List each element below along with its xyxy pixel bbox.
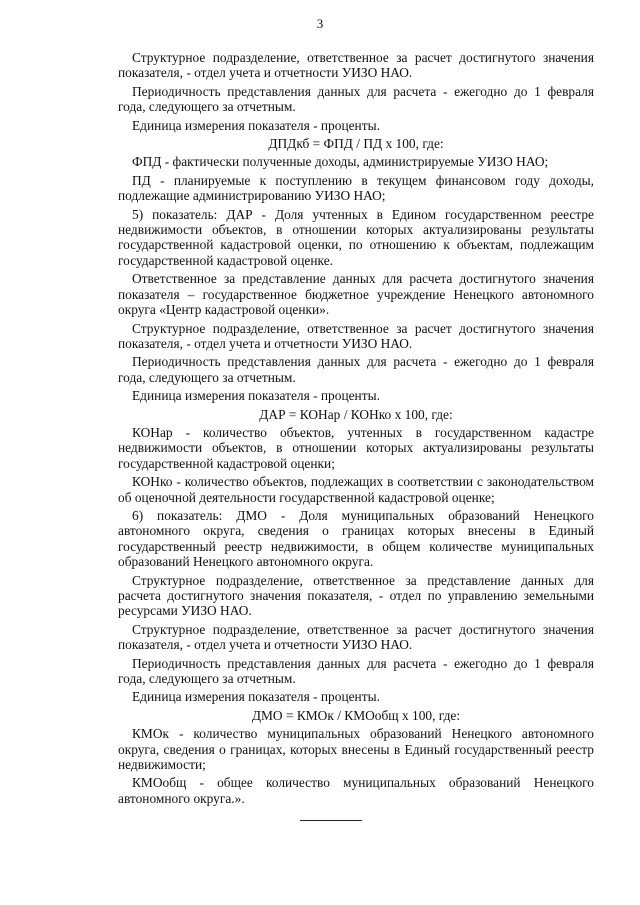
paragraph: КМОк - количество муниципальных образований Ненецкого автономного округа, сведения о границах, которых внесены в Единый государственный реестр недвижимости; [118, 726, 594, 773]
paragraph: ФПД - фактически полученные доходы, администрируемые УИЗО НАО; [132, 154, 549, 170]
paragraph: Единица измерения показателя - проценты. [132, 388, 380, 404]
paragraph: Ответственное за представление данных для расчета достигнутого значения показателя – государственное бюджетное учреждение Ненецкого автономного округа «Центр кадастровой оценки». [118, 271, 594, 318]
page-number: 3 [316, 16, 324, 31]
formula: ДПДкб = ФПД / ПД x 100, где: [268, 136, 444, 152]
formula: ДАР = КОНар / КОНко x 100, где: [259, 406, 453, 422]
end-divider [300, 820, 362, 821]
paragraph: Структурное подразделение, ответственное за расчет достигнутого значения показателя, - отдел учета и отчетности УИЗО НАО. [118, 50, 594, 81]
formula: ДМО = КМОк / КМОобщ x 100, где: [251, 707, 461, 723]
paragraph: Периодичность представления данных для расчета - ежегодно до 1 февраля года, следующего за отчетным. [118, 655, 594, 687]
paragraph: КМОобщ - общее количество муниципальных образований Ненецкого автономного округа.». [118, 775, 594, 806]
paragraph: 5) показатель: ДАР - Доля учтенных в Едином государственном реестре недвижимости объектов, в отношении которых актуализированы результаты государственной кадастровой оценки, по отношению к объектам, подлежащим государственной кадастровой оценке. [118, 206, 594, 268]
paragraph: Структурное подразделение, ответственное за расчет достигнутого значения показателя, - отдел учета и отчетности УИЗО НАО. [118, 320, 594, 351]
document-body [118, 50, 594, 809]
paragraph: КОНар - количество объектов, учтенных в государственном кадастре недвижимости объектов, в отношении которых актуализированы результаты государственной кадастровой оценки; [118, 424, 594, 471]
paragraph: КОНко - количество объектов, подлежащих в соответствии с законодательством об оценочной деятельности государственной кадастровой оценке; [118, 474, 594, 505]
paragraph: Единица измерения показателя - проценты. [132, 117, 380, 133]
paragraph: Периодичность представления данных для расчета - ежегодно до 1 февраля года, следующего за отчетным. [118, 83, 594, 115]
paragraph: ПД - планируемые к поступлению в текущем финансовом году доходы, подлежащие администрированию УИЗО НАО; [118, 172, 594, 204]
paragraph: Единица измерения показателя - проценты. [132, 689, 380, 705]
paragraph: Структурное подразделение, ответственное за расчет достигнутого значения показателя, - отдел учета и отчетности УИЗО НАО. [118, 621, 594, 653]
paragraph: Периодичность представления данных для расчета - ежегодно до 1 февраля года, следующего за отчетным. [118, 354, 594, 385]
paragraph: 6) показатель: ДМО - Доля муниципальных образований Ненецкого автономного округа, сведения о границах которых внесены в Единый государственный реестр недвижимости, в общем количестве муниципальных образований Ненецкого автономного округа. [118, 507, 594, 570]
paragraph: Структурное подразделение, ответственное за представление данных для расчета достигнутого значения показателя, - отдел по управлению земельными ресурсами УИЗО НАО. [118, 572, 594, 619]
